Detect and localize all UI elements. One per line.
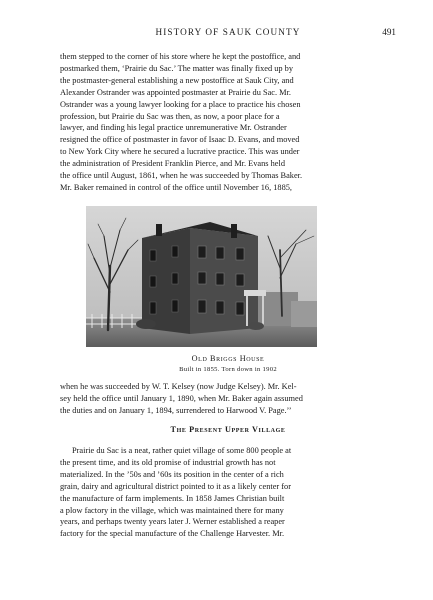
- text-line: sey held the office until January 1, 1890, when Mr. Baker again assumed: [60, 393, 303, 403]
- running-head: [60, 27, 396, 41]
- briggs-house-photograph: [86, 206, 317, 347]
- text-line: Mr. Baker remained in control of the office until November 16, 1885,: [60, 182, 293, 192]
- text-line: the manufacture of farm implements. In 1858 James Christian built: [60, 493, 285, 503]
- photo-illustration: [86, 206, 317, 347]
- text-line: factory for the special manufacture of the Challenge Harvester. Mr.: [60, 529, 285, 539]
- text-line: Ostrander was a young lawyer looking for a place to practice his chosen: [60, 99, 301, 109]
- text-line: the administration of President Franklin Pierce, and Mr. Evans held: [60, 159, 286, 169]
- text-line: lawyer, and finding his legal practice unremunerative Mr. Ostrander: [60, 123, 287, 133]
- text-line: the duties and on January 1, 1894, surrendered to Harwood V. Page.’’: [60, 405, 292, 415]
- text-line: them stepped to the corner of his store where he kept the postoffice, and: [60, 52, 301, 61]
- running-title: HISTORY OF SAUK COUNTY: [155, 27, 301, 37]
- text-line: to New York City where he secured a lucrative practice. This was under: [60, 147, 300, 157]
- body-paragraph-middle: [60, 381, 396, 417]
- body-paragraph-top: [60, 51, 396, 194]
- text-line: years, and perhaps twenty years later J. Werner established a reaper: [60, 517, 285, 527]
- text-line: the office until August, 1861, when he was succeeded by Thomas Baker.: [60, 171, 303, 181]
- page-number: 491: [382, 27, 396, 37]
- text-line: profession, but Prairie du Sac was then, as now, a poor place for a: [60, 111, 280, 121]
- text-line: the postmaster-general establishing a new postoffice at Sauk City, and: [60, 75, 294, 85]
- text-line: Prairie du Sac is a neat, rather quiet village of some 800 people at: [72, 446, 292, 455]
- figure-caption-subtitle: Built in 1855. Torn down in 1902: [179, 366, 277, 373]
- text-line: grain, dairy and agricultural district pointed to it as a likely center for: [60, 481, 291, 491]
- text-line: resigned the office of postmaster in favor of Isaac D. Evans, and moved: [60, 135, 300, 145]
- text-line: materialized. In the ’50s and ’60s its position in the center of a rich: [60, 469, 284, 479]
- section-heading: The Present Upper Village: [170, 425, 286, 434]
- text-line: when he was succeeded by W. T. Kelsey (now Judge Kelsey). Mr. Kel-: [60, 382, 297, 391]
- text-line: a plow factory in the village, which was maintained there for many: [60, 505, 284, 515]
- body-paragraph-bottom: [60, 445, 396, 540]
- figure-caption-title: Old Briggs House: [191, 354, 265, 363]
- text-line: postmarked them, ‘Prairie du Sac.’ The matter was finally fixed up by: [60, 63, 294, 73]
- text-line: the present time, and its old promise of industrial growth has not: [60, 457, 276, 467]
- text-line: Alexander Ostrander was appointed postmaster at Prairie du Sac. Mr.: [60, 87, 292, 97]
